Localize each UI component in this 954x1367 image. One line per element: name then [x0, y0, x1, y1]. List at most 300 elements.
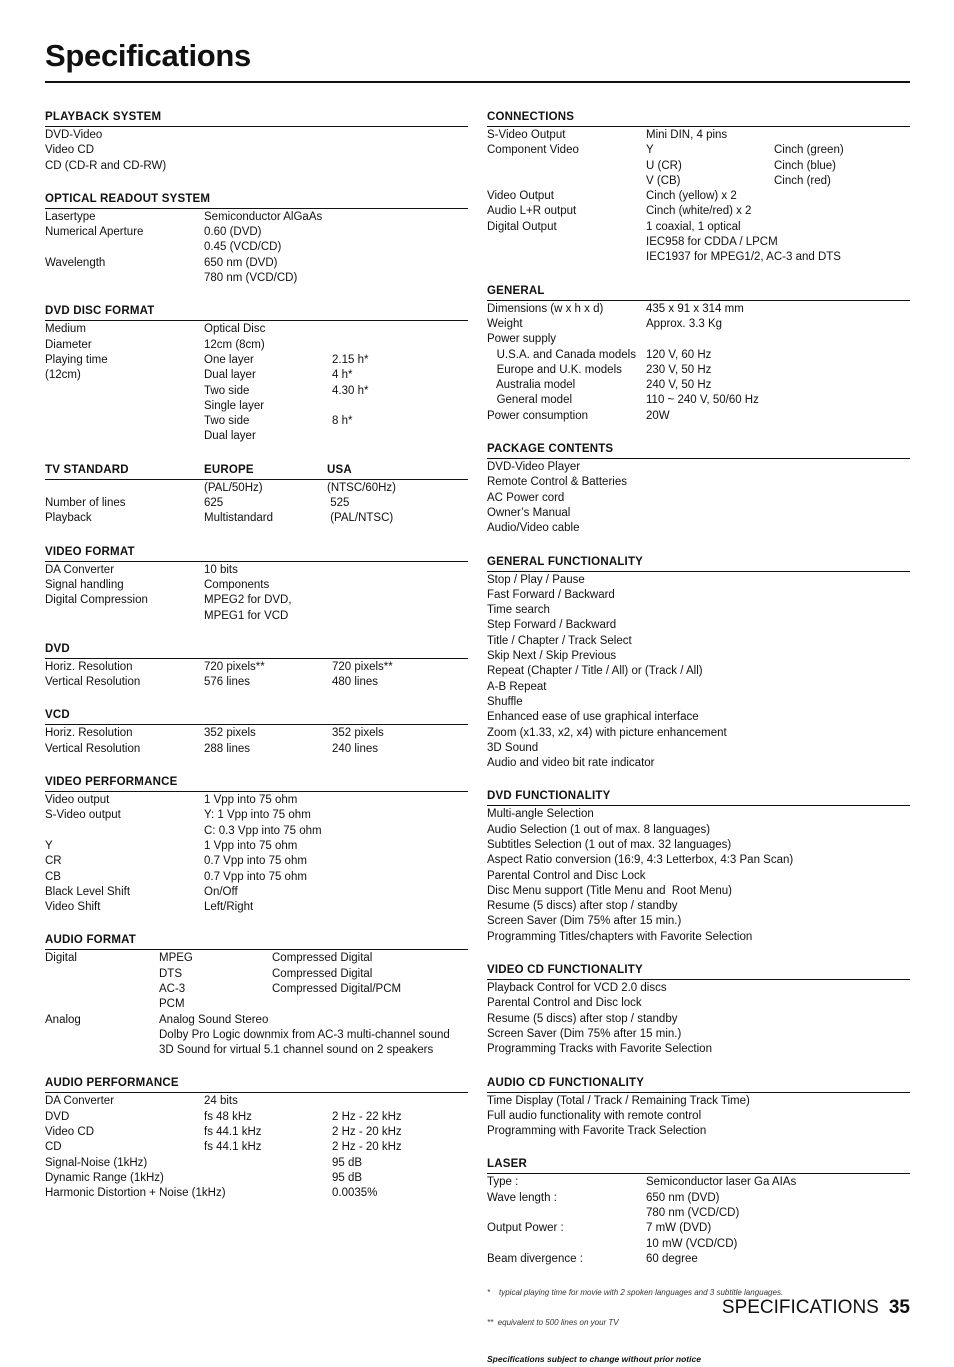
- spec-value: 0.0035%: [332, 1187, 378, 1200]
- spec-value: 230 V, 50 Hz: [646, 363, 712, 376]
- spec-row: [45, 967, 468, 982]
- spec-row: [45, 578, 468, 593]
- spec-row: [45, 368, 468, 383]
- spec-value: V (CB): [646, 174, 681, 187]
- spec-row: [487, 1252, 910, 1267]
- spec-label: Audio Selection (1 out of max. 8 languages): [487, 823, 711, 836]
- section-video-cd-functionality: [487, 963, 910, 1057]
- heading-text: PLAYBACK SYSTEM: [45, 111, 162, 123]
- spec-value: Dual layer: [204, 430, 256, 443]
- spec-value: 2 Hz - 20 kHz: [332, 1126, 402, 1139]
- spec-label: (12cm): [45, 369, 81, 382]
- spec-value: Compressed Digital: [272, 952, 373, 965]
- spec-row: [487, 250, 910, 265]
- spec-label: Numerical Aperture: [45, 226, 144, 239]
- section-heading: [45, 642, 468, 659]
- section-heading: [45, 545, 468, 562]
- section-heading: [45, 110, 468, 127]
- spec-row: [45, 210, 468, 225]
- heading-text: OPTICAL READOUT SYSTEM: [45, 192, 211, 205]
- spec-row: [487, 981, 910, 996]
- spec-label: DVD-Video Player: [487, 461, 581, 474]
- section-heading: [45, 1076, 468, 1093]
- spec-label: Analog: [45, 1013, 81, 1026]
- spec-label: Audio/Video cable: [487, 522, 580, 535]
- heading-text: AUDIO FORMAT: [45, 934, 136, 947]
- spec-row: [487, 332, 910, 347]
- page-title: Specifications: [45, 38, 251, 73]
- spec-value: 352 pixels: [332, 727, 384, 740]
- spec-label: Programming Titles/chapters with Favorite Selection: [487, 930, 753, 943]
- spec-row: [487, 573, 910, 588]
- spec-row: [45, 1013, 468, 1028]
- section-heading: [45, 463, 468, 480]
- spec-value: 0.7 Vpp into 75 ohm: [204, 855, 307, 868]
- spec-label: Digital: [45, 952, 77, 965]
- spec-label: Power supply: [487, 333, 557, 346]
- spec-value: MPEG2 for DVD,: [204, 594, 292, 607]
- spec-label: Multi-angle Selection: [487, 808, 594, 821]
- spec-row: [487, 506, 910, 521]
- spec-label: Screen Saver (Dim 75% after 15 min.): [487, 1027, 682, 1040]
- spec-label: Time Display (Total / Track / Remaining Track Time): [487, 1094, 750, 1107]
- section-audio-performance: [45, 1076, 468, 1201]
- spec-row: [45, 511, 468, 526]
- spec-value: PCM: [159, 998, 185, 1011]
- spec-value: 240 V, 50 Hz: [646, 379, 712, 392]
- spec-row: [487, 348, 910, 363]
- heading-text: VIDEO FORMAT: [45, 545, 135, 558]
- spec-row: [487, 460, 910, 475]
- spec-label: A-B Repeat: [487, 680, 547, 693]
- spec-value: Left/Right: [204, 901, 254, 914]
- spec-value: 1 Vpp into 75 ohm: [204, 794, 298, 807]
- spec-label: Aspect Ratio conversion (16:9, 4:3 Letterbox, 4:3 Pan Scan): [487, 854, 794, 867]
- spec-label: U.S.A. and Canada models: [487, 348, 636, 361]
- spec-label: S-Video Output: [487, 129, 566, 141]
- spec-label: Parental Control and Disc lock: [487, 997, 642, 1010]
- spec-label: DA Converter: [45, 563, 115, 576]
- spec-row: [487, 1237, 910, 1252]
- spec-label: Y: [45, 839, 53, 852]
- spec-label: Remote Control & Batteries: [487, 476, 627, 489]
- spec-row: [45, 1043, 468, 1058]
- spec-label: Lasertype: [45, 210, 96, 223]
- spec-row: [487, 853, 910, 868]
- spec-row: [487, 695, 910, 710]
- left-column: [45, 110, 468, 1220]
- spec-value: (PAL/50Hz): [204, 481, 263, 494]
- spec-row: [45, 660, 468, 675]
- spec-value: (PAL/NTSC): [327, 512, 394, 525]
- spec-label: DVD-Video: [45, 129, 103, 141]
- spec-row: [45, 384, 468, 399]
- spec-value: 4 h*: [332, 369, 353, 382]
- spec-row: [487, 603, 910, 618]
- spec-row: [45, 824, 468, 839]
- spec-label: Vertical Resolution: [45, 676, 141, 689]
- spec-row: [487, 491, 910, 506]
- spec-value: 60 degree: [646, 1252, 698, 1265]
- spec-row: [45, 793, 468, 808]
- spec-row: [45, 593, 468, 608]
- spec-value: Mini DIN, 4 pins: [646, 129, 728, 141]
- spec-row: [45, 726, 468, 741]
- spec-value: 110 ~ 240 V, 50/60 Hz: [646, 394, 759, 407]
- section-dvd-functionality: [487, 789, 910, 945]
- section-heading: [487, 789, 910, 806]
- spec-value: DTS: [159, 967, 182, 980]
- section-audio-cd-functionality: [487, 1076, 910, 1140]
- spec-value: Analog Sound Stereo: [159, 1013, 269, 1026]
- spec-label: General model: [487, 394, 573, 407]
- spec-row: [487, 1175, 910, 1190]
- spec-row: [487, 634, 910, 649]
- spec-row: [487, 869, 910, 884]
- spec-value: Components: [204, 578, 270, 591]
- spec-value: Semiconductor laser Ga AIAs: [646, 1176, 797, 1189]
- section-heading: [487, 1157, 910, 1174]
- spec-label: Video Shift: [45, 901, 101, 914]
- spec-row: [487, 363, 910, 378]
- section-connections: [487, 110, 910, 266]
- spec-label: Step Forward / Backward: [487, 619, 617, 632]
- spec-value: 95 dB: [332, 1156, 363, 1169]
- spec-label: Wavelength: [45, 256, 106, 269]
- heading-text: AUDIO PERFORMANCE: [45, 1077, 179, 1090]
- heading-text: PACKAGE CONTENTS: [487, 443, 614, 456]
- spec-value: Compressed Digital: [272, 967, 373, 980]
- spec-value: 1 Vpp into 75 ohm: [204, 839, 298, 852]
- spec-label: Owner’s Manual: [487, 506, 571, 519]
- spec-label: Programming with Favorite Track Selection: [487, 1125, 707, 1138]
- spec-label: Zoom (x1.33, x2, x4) with picture enhancement: [487, 726, 727, 739]
- section-heading: [487, 110, 910, 127]
- spec-row: [45, 128, 468, 143]
- spec-label: Digital Output: [487, 220, 557, 233]
- spec-value: 120 V, 60 Hz: [646, 348, 712, 361]
- spec-label: CD (CD-R and CD-RW): [45, 159, 167, 172]
- spec-row: [487, 726, 910, 741]
- spec-row: [45, 675, 468, 690]
- spec-value: Cinch (green): [774, 144, 844, 157]
- spec-label: Stop / Play / Pause: [487, 573, 585, 586]
- spec-label: CR: [45, 855, 62, 868]
- spec-row: [45, 997, 468, 1012]
- spec-row: [45, 1125, 468, 1140]
- spec-row: [487, 741, 910, 756]
- spec-value: 4.30 h*: [332, 384, 369, 397]
- spec-value: 1 coaxial, 1 optical: [646, 220, 741, 233]
- spec-row: [45, 256, 468, 271]
- spec-label: Repeat (Chapter / Title / All) or (Track / All): [487, 665, 703, 678]
- section-dvd: [45, 642, 468, 691]
- spec-value: 12cm (8cm): [204, 338, 265, 351]
- spec-row: [487, 1042, 910, 1057]
- spec-row: [487, 189, 910, 204]
- spec-label: Europe and U.K. models: [487, 363, 622, 376]
- spec-value: Y: [646, 144, 654, 157]
- heading-text: USA: [327, 463, 352, 476]
- spec-row: [487, 588, 910, 603]
- spec-row: [487, 930, 910, 945]
- spec-label: Resume (5 discs) after stop / standby: [487, 900, 678, 913]
- spec-label: Dimensions (w x h x d): [487, 302, 604, 315]
- spec-value: 24 bits: [204, 1095, 238, 1108]
- spec-value: 240 lines: [332, 742, 379, 755]
- spec-label: Horiz. Resolution: [45, 660, 133, 673]
- section-heading: [45, 933, 468, 950]
- spec-label: Component Video: [487, 144, 579, 157]
- spec-label: Video CD: [45, 1126, 95, 1139]
- spec-row: [45, 951, 468, 966]
- spec-row: [45, 225, 468, 240]
- spec-label: 3D Sound: [487, 741, 539, 754]
- spec-value: 625: [204, 497, 224, 510]
- spec-row: [487, 1012, 910, 1027]
- spec-row: [487, 649, 910, 664]
- spec-row: [487, 1027, 910, 1042]
- spec-row: [487, 1206, 910, 1221]
- spec-value: 20W: [646, 409, 670, 422]
- section-general-functionality: [487, 555, 910, 772]
- spec-row: [45, 1156, 468, 1171]
- spec-row: [45, 338, 468, 353]
- section-heading: [45, 708, 468, 725]
- spec-row: [487, 823, 910, 838]
- spec-value: C: 0.3 Vpp into 75 ohm: [204, 824, 322, 837]
- right-column: [487, 110, 910, 1367]
- spec-label: Time search: [487, 604, 550, 617]
- spec-row: [45, 240, 468, 255]
- spec-value: 352 pixels: [204, 727, 256, 740]
- section-package-contents: [487, 442, 910, 536]
- spec-value: 480 lines: [332, 676, 379, 689]
- spec-row: [487, 317, 910, 332]
- spec-label: Vertical Resolution: [45, 742, 141, 755]
- spec-value: Dolby Pro Logic downmix from AC-3 multi-channel sound: [159, 1028, 450, 1041]
- spec-label: Full audio functionality with remote control: [487, 1109, 702, 1122]
- spec-value: IEC958 for CDDA / LPCM: [646, 236, 778, 249]
- spec-row: [45, 429, 468, 444]
- spec-label: CB: [45, 870, 61, 883]
- spec-label: Subtitles Selection (1 out of max. 32 languages): [487, 838, 732, 851]
- spec-row: [45, 1028, 468, 1043]
- spec-row: [45, 399, 468, 414]
- spec-row: [487, 302, 910, 317]
- spec-row: [487, 838, 910, 853]
- spec-value: Y: 1 Vpp into 75 ohm: [204, 809, 311, 822]
- spec-row: [487, 884, 910, 899]
- heading-text: LASER: [487, 1158, 527, 1171]
- spec-row: [45, 563, 468, 578]
- spec-label: Screen Saver (Dim 75% after 15 min.): [487, 915, 682, 928]
- spec-value: One layer: [204, 353, 254, 366]
- spec-value: Compressed Digital/PCM: [272, 982, 402, 995]
- spec-row: [487, 1221, 910, 1236]
- spec-row: [45, 322, 468, 337]
- heading-text: DVD DISC FORMAT: [45, 305, 155, 318]
- spec-row: [487, 378, 910, 393]
- heading-text: VCD: [45, 709, 70, 722]
- spec-row: [45, 1110, 468, 1125]
- spec-label: Horiz. Resolution: [45, 727, 133, 740]
- spec-row: [487, 235, 910, 250]
- spec-value: Cinch (blue): [774, 159, 836, 172]
- spec-value: 2.15 h*: [332, 353, 369, 366]
- spec-row: [487, 409, 910, 424]
- spec-label: Enhanced ease of use graphical interface: [487, 711, 699, 724]
- section-general: [487, 284, 910, 424]
- spec-label: Wave length :: [487, 1191, 557, 1204]
- spec-row: [45, 414, 468, 429]
- spec-row: [45, 1140, 468, 1155]
- spec-label: Playing time: [45, 353, 108, 366]
- spec-value: Two side: [204, 384, 250, 397]
- spec-label: Playback Control for VCD 2.0 discs: [487, 982, 667, 995]
- spec-row: [487, 1124, 910, 1139]
- spec-label: Signal-Noise (1kHz): [45, 1156, 148, 1169]
- section-heading: [45, 304, 468, 321]
- spec-label: Number of lines: [45, 497, 126, 510]
- spec-value: 720 pixels**: [332, 660, 393, 673]
- spec-row: [45, 1094, 468, 1109]
- spec-row: [487, 159, 910, 174]
- spec-value: 780 nm (VCD/CD): [646, 1207, 740, 1220]
- spec-label: Video output: [45, 794, 110, 807]
- spec-row: [487, 393, 910, 408]
- spec-value: Single layer: [204, 399, 265, 412]
- page-footer: [722, 1297, 910, 1319]
- spec-label: Fast Forward / Backward: [487, 588, 615, 601]
- spec-label: AC Power cord: [487, 491, 565, 504]
- spec-label: DVD: [45, 1110, 70, 1123]
- spec-value: fs 48 kHz: [204, 1110, 252, 1123]
- heading-text: EUROPE: [204, 463, 254, 476]
- spec-row: [45, 271, 468, 286]
- spec-row: [45, 496, 468, 511]
- spec-label: Audio L+R output: [487, 205, 577, 218]
- spec-label: Harmonic Distortion + Noise (1kHz): [45, 1187, 226, 1200]
- spec-row: [45, 854, 468, 869]
- spec-row: [45, 839, 468, 854]
- spec-row: [45, 353, 468, 368]
- spec-row: [487, 680, 910, 695]
- spec-value: Optical Disc: [204, 323, 266, 336]
- spec-label: Parental Control and Disc Lock: [487, 869, 646, 882]
- spec-row: [487, 128, 910, 143]
- spec-row: [45, 143, 468, 158]
- spec-value: 7 mW (DVD): [646, 1222, 712, 1235]
- spec-row: [45, 982, 468, 997]
- section-heading: [487, 1076, 910, 1093]
- spec-value: 10 mW (VCD/CD): [646, 1237, 738, 1250]
- spec-label: Title / Chapter / Track Select: [487, 634, 632, 647]
- spec-row: [487, 521, 910, 536]
- spec-row: [487, 807, 910, 822]
- heading-text: GENERAL: [487, 284, 545, 297]
- spec-value: 780 nm (VCD/CD): [204, 272, 298, 285]
- spec-row: [45, 885, 468, 900]
- spec-value: Semiconductor AlGaAs: [204, 210, 323, 223]
- spec-label: Type :: [487, 1176, 519, 1189]
- spec-label: CD: [45, 1141, 62, 1154]
- footer-label: SPECIFICATIONS: [721, 1297, 879, 1318]
- spec-row: [487, 899, 910, 914]
- spec-value: 288 lines: [204, 742, 251, 755]
- section-dvd-disc-format: [45, 304, 468, 444]
- spec-value: 576 lines: [204, 676, 251, 689]
- spec-label: Audio and video bit rate indicator: [487, 757, 655, 770]
- spec-value: U (CR): [646, 159, 682, 172]
- footnote: * typical playing time for movie with 2 spoken languages and 3 subtitle languages.: [487, 1288, 784, 1298]
- spec-value: AC-3: [159, 982, 186, 995]
- spec-row: [487, 1094, 910, 1109]
- spec-row: [487, 204, 910, 219]
- spec-row: [487, 1191, 910, 1206]
- spec-row: [487, 475, 910, 490]
- spec-row: [45, 742, 468, 757]
- spec-row: [487, 174, 910, 189]
- heading-text: GENERAL FUNCTIONALITY: [487, 555, 644, 568]
- spec-label: Diameter: [45, 338, 92, 351]
- change-notice: Specifications subject to change without prior notice: [487, 1353, 701, 1364]
- spec-label: Disc Menu support (Title Menu and Root Menu): [487, 884, 733, 897]
- spec-value: 95 dB: [332, 1171, 363, 1184]
- heading-text: DVD: [45, 642, 70, 655]
- spec-value: Dual layer: [204, 369, 256, 382]
- spec-row: [45, 1186, 468, 1201]
- spec-value: On/Off: [204, 885, 238, 898]
- spec-value: fs 44.1 kHz: [204, 1141, 262, 1154]
- section-laser: [487, 1157, 910, 1267]
- spec-label: Resume (5 discs) after stop / standby: [487, 1012, 678, 1025]
- heading-text: AUDIO CD FUNCTIONALITY: [487, 1076, 645, 1089]
- spec-row: [45, 481, 468, 496]
- spec-row: [45, 808, 468, 823]
- spec-value: 525: [327, 497, 350, 510]
- spec-label: Signal handling: [45, 578, 124, 591]
- spec-label: Australia model: [487, 379, 576, 392]
- spec-row: [487, 756, 910, 771]
- spec-value: Approx. 3.3 Kg: [646, 317, 723, 330]
- heading-text: TV STANDARD: [45, 463, 129, 476]
- spec-value: MPEG: [159, 952, 193, 965]
- spec-value: 0.60 (DVD): [204, 226, 262, 239]
- spec-row: [487, 996, 910, 1011]
- spec-row: [45, 870, 468, 885]
- spec-label: Shuffle: [487, 695, 523, 708]
- spec-row: [45, 609, 468, 624]
- section-vcd: [45, 708, 468, 757]
- section-playback-system: [45, 110, 468, 174]
- spec-value: IEC1937 for MPEG1/2, AC-3 and DTS: [646, 251, 841, 264]
- title-rule: [45, 81, 910, 83]
- spec-row: [487, 914, 910, 929]
- spec-label: Weight: [487, 317, 523, 330]
- section-heading: [487, 284, 910, 301]
- spec-label: Programming Tracks with Favorite Selection: [487, 1043, 712, 1056]
- spec-value: MPEG1 for VCD: [204, 609, 289, 622]
- section-heading: [487, 555, 910, 572]
- spec-label: Dynamic Range (1kHz): [45, 1171, 164, 1184]
- spec-label: Medium: [45, 323, 86, 336]
- footnote: ** equivalent to 500 lines on your TV: [487, 1317, 619, 1327]
- spec-row: [487, 664, 910, 679]
- spec-row: [487, 710, 910, 725]
- section-video-format: [45, 545, 468, 624]
- spec-value: 8 h*: [332, 415, 353, 428]
